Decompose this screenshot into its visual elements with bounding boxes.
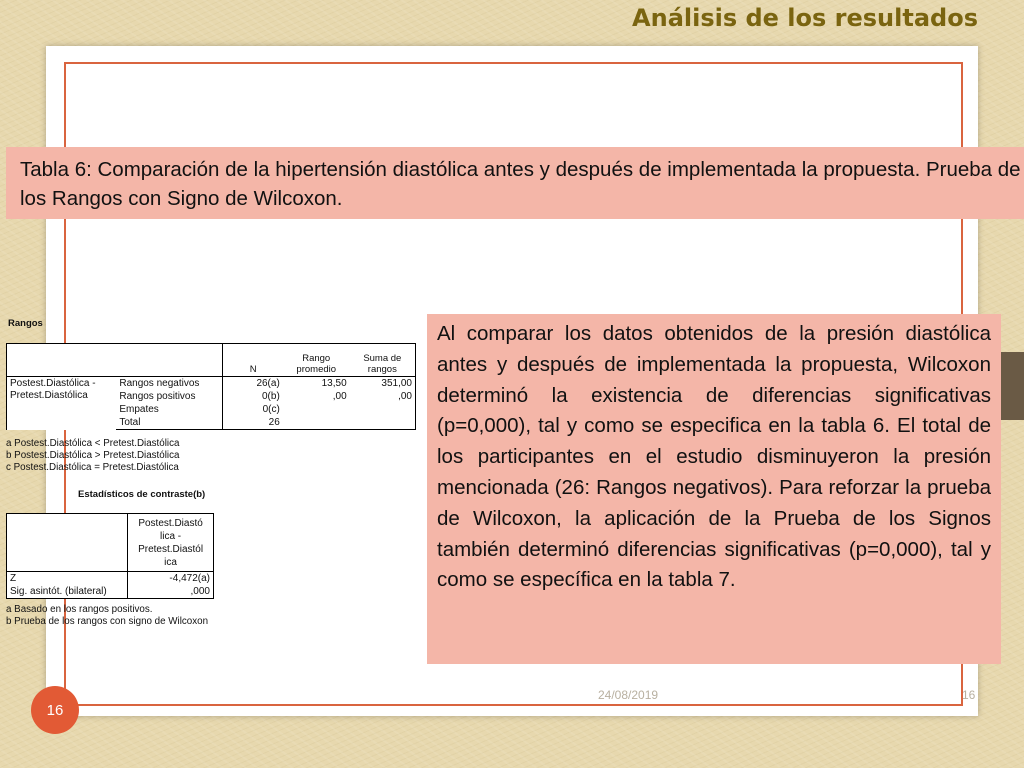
row-label: Z (10, 573, 17, 584)
row-label: Total (116, 416, 223, 430)
contraste-header-row (7, 514, 214, 572)
row-label: Sig. asintót. (bilateral) (10, 586, 107, 597)
rangos-note: a Postest.Diastólica < Pretest.Diastólica (6, 438, 180, 449)
rangos-note: b Postest.Diastólica > Pretest.Diastólica (6, 450, 180, 461)
cell-value: -4,472(a) (128, 572, 214, 586)
rangos-header-row (7, 344, 416, 377)
table-row (7, 377, 416, 391)
contraste-header-empty (7, 514, 128, 572)
rangos-note: c Postest.Diastólica = Pretest.Diastólica (6, 462, 179, 473)
rangos-table (6, 343, 416, 430)
cell-n: 26 (223, 416, 283, 430)
rangos-header-rango: Rango promedio (283, 344, 350, 377)
cell-suma (350, 403, 416, 416)
row-label: Empates (119, 404, 159, 415)
row-label: Rangos negativos (119, 378, 200, 389)
cell-rango (283, 416, 350, 430)
contraste-table-label: Estadísticos de contraste(b) (78, 489, 206, 500)
cell-suma (350, 416, 416, 430)
cell-suma: 351,00 (381, 378, 412, 389)
contraste-header: Postest.Diastó lica - Pretest.Diastól ica (128, 514, 214, 572)
table-row (7, 585, 214, 599)
rangos-header-suma: Suma de rangos (350, 344, 416, 377)
footer-date: 24/08/2019 (598, 688, 659, 702)
cell-suma: ,00 (398, 391, 412, 402)
cell-n: 26(a) (223, 377, 283, 391)
table-row (7, 572, 214, 586)
contraste-note: a Basado en los rangos positivos. (6, 604, 153, 615)
rangos-header-n: N (223, 344, 283, 377)
table-caption: Tabla 6: Comparación de la hipertensión diastólica antes y después de implementada la propuesta. Prueba de los Rangos con Signo de Wilcoxon. (6, 147, 1024, 219)
cell-rango: ,00 (332, 391, 347, 402)
footer-page-number: 16 (962, 688, 976, 702)
slide-title: Análisis de los resultados (632, 4, 978, 32)
cell-n: 0(c) (223, 403, 283, 416)
slide-number-badge: 16 (31, 686, 79, 734)
rangos-notes (6, 438, 179, 474)
contraste-note: b Prueba de los rangos con signo de Wilcoxon (6, 616, 209, 627)
cell-n: 0(b) (223, 390, 283, 403)
row-label: Rangos positivos (119, 391, 196, 402)
cell-value: ,000 (128, 585, 214, 599)
rangos-header-empty (7, 344, 223, 377)
cell-rango: 13,50 (321, 378, 347, 389)
rangos-table-label: Rangos (8, 318, 43, 329)
contraste-table (6, 513, 214, 599)
rangos-group-label: Postest.Diastólica - Pretest.Diastólica (10, 378, 96, 401)
analysis-text: Al comparar los datos obtenidos de la presión diastólica antes y después de implementada la propuesta, Wilcoxon determinó la existencia de diferencias significativas (p=0,000), tal y como se especifica en la tabla 6. El total de los participantes en el estudio disminuyeron la presión mencionada (26: Rangos negativos). Para reforzar la prueba de Wilcoxon, la aplicación de la Prueba de los Signos también determinó diferencias significativas (p=0,000), tal y como se específica en la tabla 7. (427, 314, 1001, 664)
contraste-notes (6, 604, 208, 628)
cell-rango (283, 403, 350, 416)
